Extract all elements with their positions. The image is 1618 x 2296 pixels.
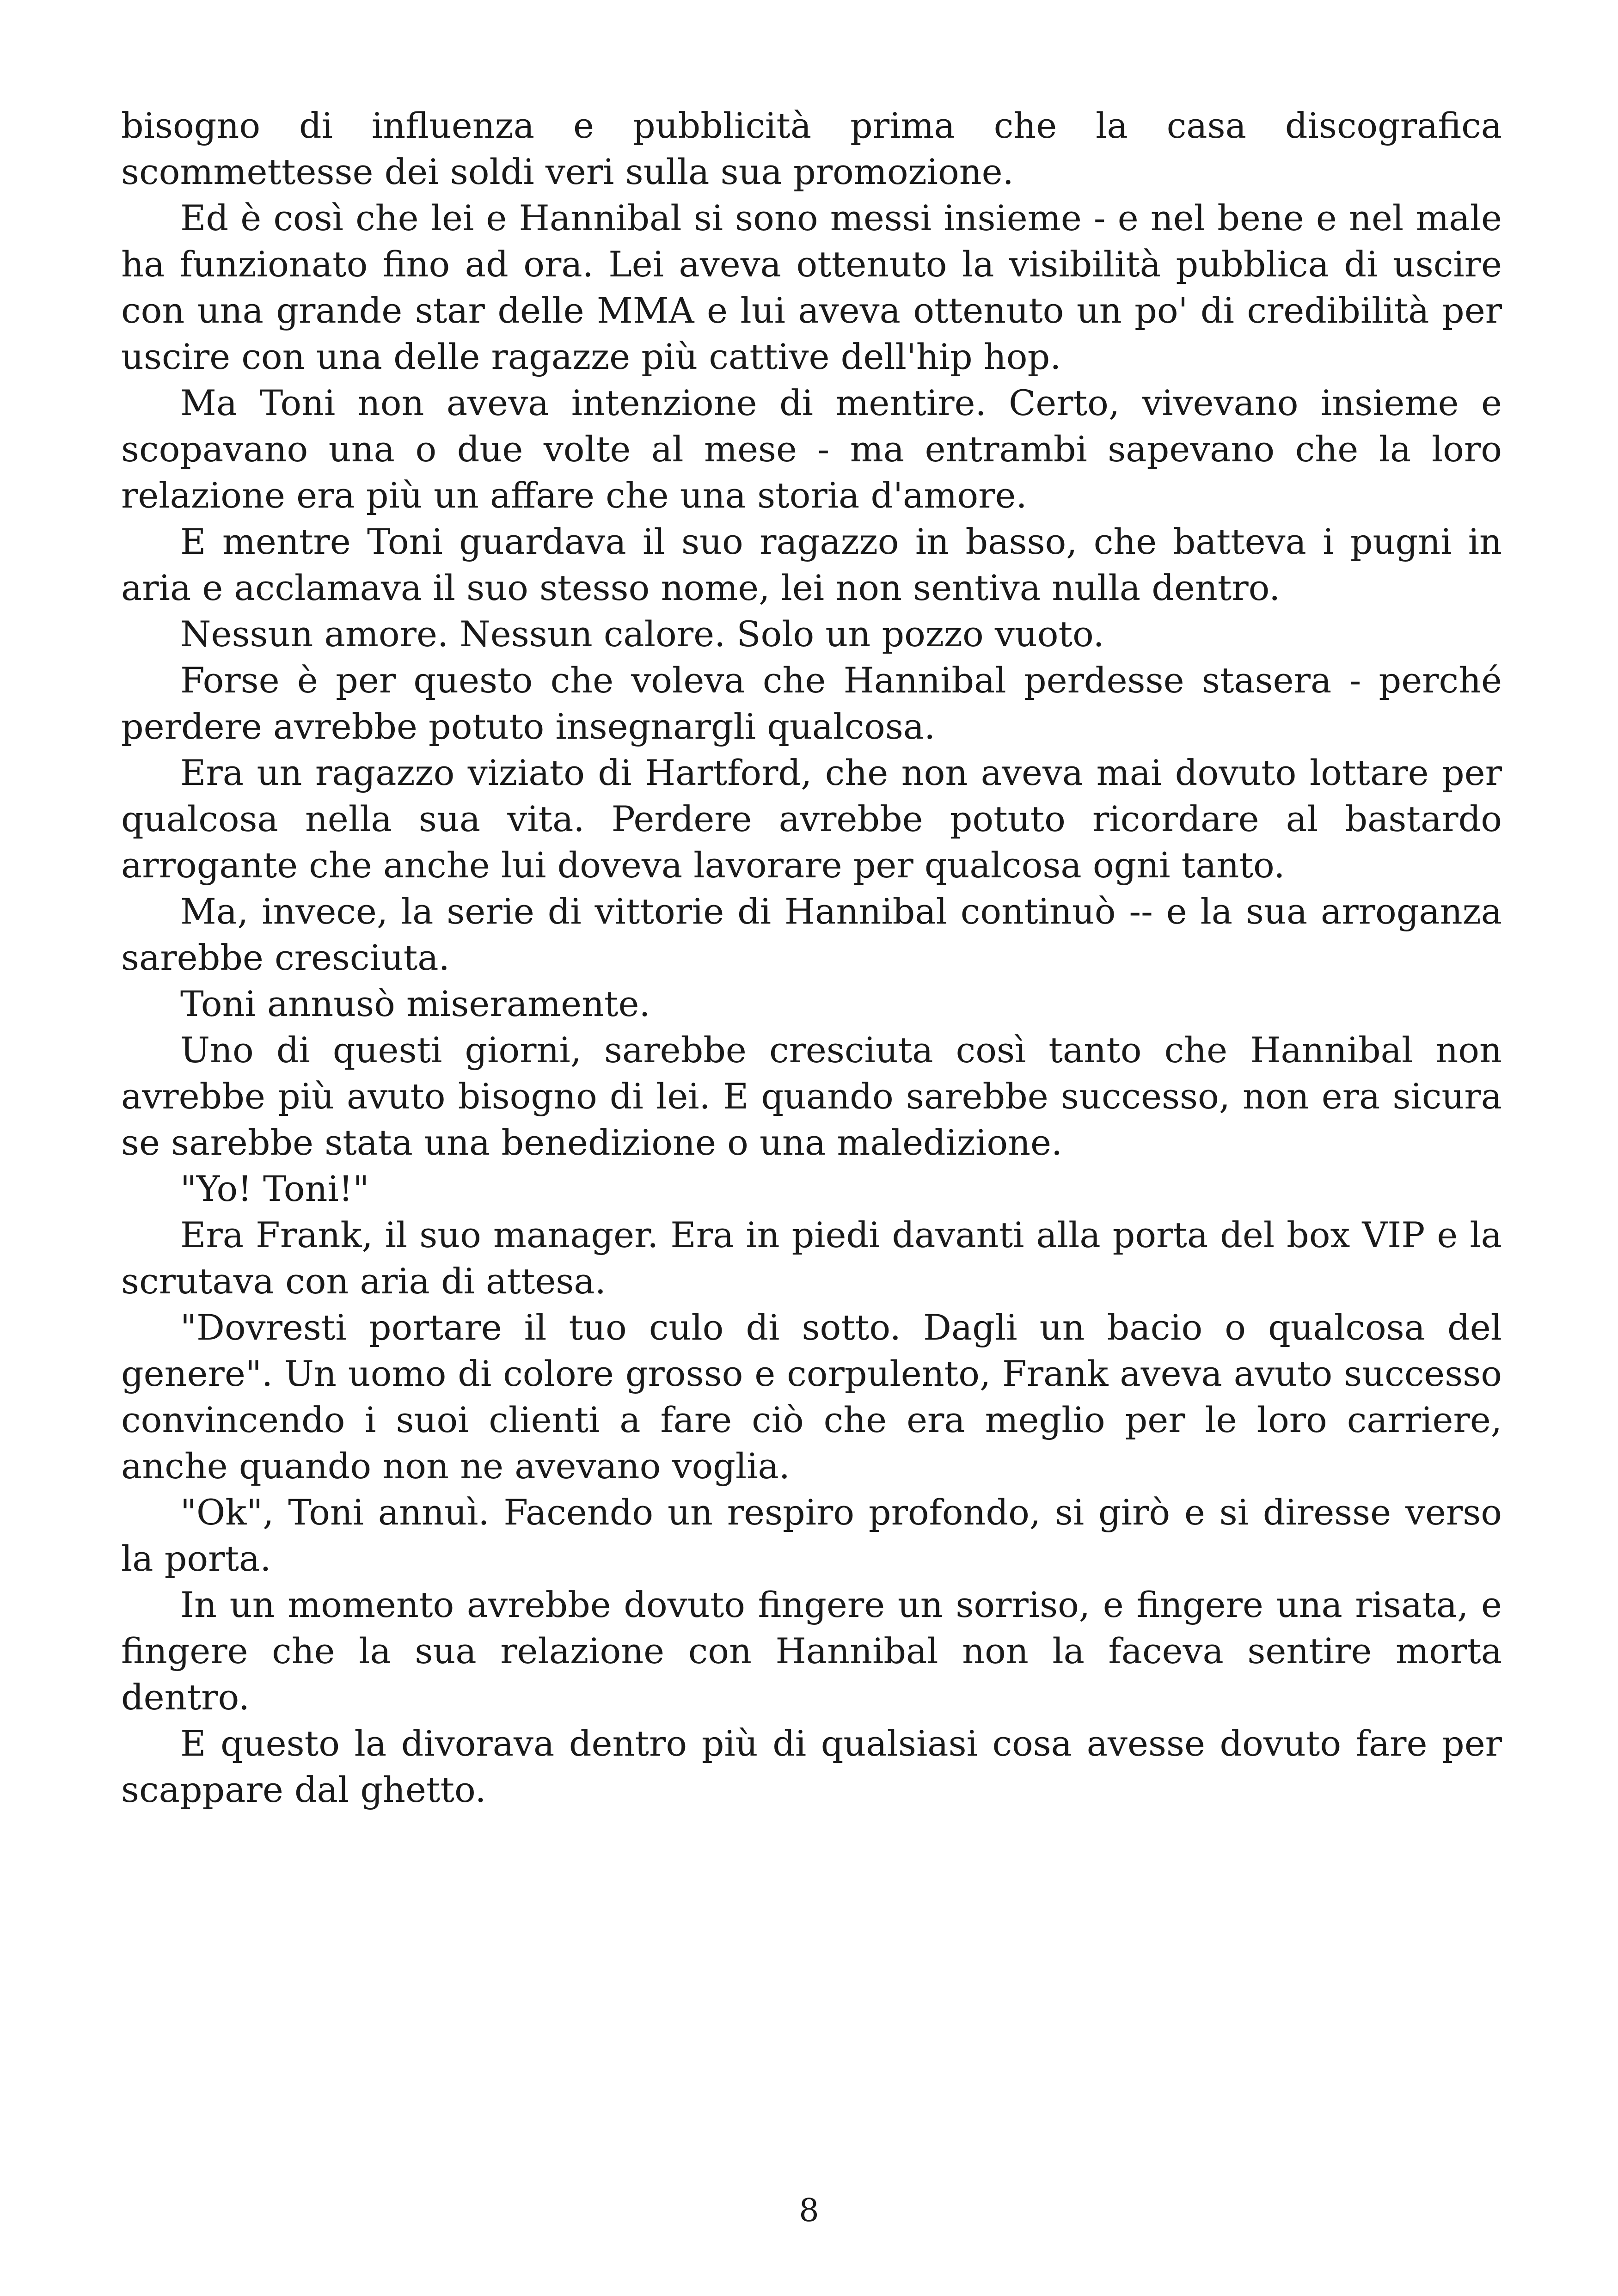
- paragraph: Ma Toni non aveva intenzione di mentire. Certo, vivevano insieme e scopavano una o due volte al mese - ma entrambi sapevano che la loro relazione era più un affare che una storia d'amore.: [121, 382, 1502, 516]
- body-text: [121, 103, 1502, 1813]
- paragraph: Toni annusò miseramente.: [180, 983, 650, 1024]
- paragraph: Nessun amore. Nessun calore. Solo un pozzo vuoto.: [180, 613, 1104, 655]
- paragraph: Ed è così che lei e Hannibal si sono messi insieme - e nel bene e nel male ha funzionato fino ad ora. Lei aveva ottenuto la visibilità pubblica di uscire con una grande star delle MMA e lui aveva ottenuto un po' di credibilità per uscire con una delle ragazze più cattive dell'hip hop.: [121, 197, 1502, 377]
- paragraph: Era Frank, il suo manager. Era in piedi davanti alla porta del box VIP e la scrutava con aria di attesa.: [121, 1214, 1502, 1302]
- paragraph: "Dovresti portare il tuo culo di sotto. Dagli un bacio o qualcosa del genere". Un uomo di colore grosso e corpulento, Frank aveva avuto successo convincendo i suoi clienti a fare ciò che era meglio per le loro carriere, anche quando non ne avevano voglia.: [121, 1307, 1502, 1487]
- paragraph: Ma, invece, la serie di vittorie di Hannibal continuò -- e la sua arroganza sarebbe cresciuta.: [121, 891, 1502, 978]
- paragraph: Era un ragazzo viziato di Hartford, che non aveva mai dovuto lottare per qualcosa nella sua vita. Perdere avrebbe potuto ricordare al bastardo arrogante che anche lui doveva lavorare per qualcosa ogni tanto.: [121, 752, 1502, 886]
- paragraph: E mentre Toni guardava il suo ragazzo in basso, che batteva i pugni in aria e acclamava il suo stesso nome, lei non sentiva nulla dentro.: [121, 521, 1502, 608]
- paragraph: "Ok", Toni annuì. Facendo un respiro profondo, si girò e si diresse verso la porta.: [121, 1492, 1502, 1579]
- paragraph: bisogno di influenza e pubblicità prima che la casa discografica scommettesse dei soldi veri sulla sua promozione.: [121, 105, 1502, 192]
- page-number: 8: [799, 2192, 819, 2229]
- paragraph: Forse è per questo che voleva che Hannibal perdesse stasera - perché perdere avrebbe potuto insegnargli qualcosa.: [121, 660, 1502, 747]
- paragraph: "Yo! Toni!": [180, 1168, 369, 1209]
- paragraph: In un momento avrebbe dovuto fingere un sorriso, e fingere una risata, e fingere che la sua relazione con Hannibal non la faceva sentire morta dentro.: [121, 1584, 1502, 1718]
- paragraph: E questo la divorava dentro più di qualsiasi cosa avesse dovuto fare per scappare dal ghetto.: [121, 1723, 1502, 1810]
- paragraph: Uno di questi giorni, sarebbe cresciuta così tanto che Hannibal non avrebbe più avuto bisogno di lei. E quando sarebbe successo, non era sicura se sarebbe stata una benedizione o una maledizione.: [121, 1029, 1502, 1163]
